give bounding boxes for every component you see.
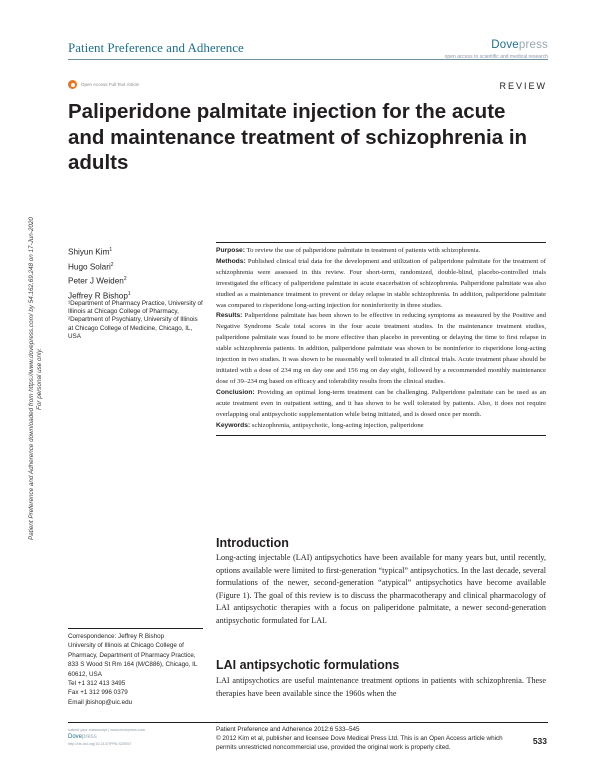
author: Jeffrey R Bishop$^1$ <box>68 291 131 301</box>
download-watermark-line2: For personal use only. <box>36 348 43 410</box>
doi-link[interactable]: http://dx.doi.org/10.2147/PPA.S20057 <box>68 742 132 746</box>
download-watermark <box>28 140 44 540</box>
footer-license: © 2012 Kim et al, publisher and licensee Dove Medical Press Ltd. This is an Open Access article which permits unrestricted noncommercial use, provided the original work is properly cited. <box>216 734 503 751</box>
author: Peter J Weiden$^2$ <box>68 276 127 287</box>
publisher-brand: Dove <box>491 39 519 51</box>
abstract-conclusion: Conclusion: Providing an optimal long-term treatment can be challenging. Paliperidone palmitate can be used as an acute treatment even in outpatient setting, and it has shown to be well tolerated by patients. Also, it does not require overlapping oral antipsychotic supplementation while being initiated, and is dosed once per month. <box>216 388 547 418</box>
correspondence-email[interactable]: Email jbishop@uic.edu <box>68 698 133 706</box>
footer-citation-block <box>216 726 516 752</box>
lai-formulations-text: LAI antipsychotics are useful maintenance treatment options in patients with schizophrenia. These therapies have been available since the 1960s when the <box>216 676 546 698</box>
footer-links <box>68 727 145 748</box>
download-watermark-line1: Patient Preference and Adherence downloaded from https://www.dovepress.com/ by 54.162.69.248 on 17-Jun-2020 <box>28 217 35 540</box>
open-access-icon <box>68 80 77 89</box>
header-divider <box>68 59 548 60</box>
correspondence-fax: Fax +1 312 996 0379 <box>68 689 128 697</box>
abstract-methods: Methods: Published clinical trial data for the development and utilization of paliperidone palmitate for the treatment of schizophrenia were assessed in this review. Four short-term, randomized, double-blind, placebo-controlled trials investigated the efficacy of paliperidone palmitate in acute exacerbation of schizophrenia. Paliperidone palmitate was also studied as a maintenance treatment to prevent or delay relapse in stable schizophrenia. In addition, paliperidone palmitate was compared to risperidone long-acting injection for noninferiority in three studies. <box>216 257 547 309</box>
article-type: REVIEW <box>499 81 547 91</box>
correspondence-address: University of Illinois at Chicago College of Pharmacy, Department of Pharmacy Practice, 833 S Wood St Rm 164 (M/C886), Chicago, IL 60612, USA <box>68 642 198 678</box>
article-title: Paliperidone palmitate injection for the acute and maintenance treatment of schizophrenia in adults <box>68 100 528 174</box>
abstract-purpose: Purpose: To review the use of paliperidone palmitate in treatment of patients with schizophrenia. <box>216 247 481 254</box>
publisher-logo[interactable] <box>445 39 548 60</box>
publisher-brand-suffix: press <box>518 39 548 51</box>
footer-divider <box>68 722 548 723</box>
journal-name: Patient Preference and Adherence <box>68 40 244 55</box>
correspondence-block <box>68 628 203 707</box>
correspondence-name: Correspondence: Jeffrey R Bishop <box>68 633 165 640</box>
submit-manuscript-link[interactable]: submit your manuscript | www.dovepress.com <box>68 728 146 732</box>
introduction-text: Long-acting injectable (LAI) antipsychotics have been available for many years but, until recently, options available were limited to first-generation “typical” antipsychotics. In the last decade, several formulations of the newer, second-generation “atypical” antipsychotics have become available (Figure 1). The goal of this review is to discuss the pharmacotherapy and clinical pharmacology of LAI antipsychotic therapies with a focus on paliperidone palmitate, a newer second-generation antipsychotic formulated for LAI. <box>216 553 546 625</box>
footer-citation: Patient Preference and Adherence 2012:6 533–545 <box>216 726 360 733</box>
affiliations: ¹Department of Pharmacy Practice, University of Illinois at Chicago College of Pharmacy, ²Department of Psychiatry, University of Illinois at Chicago College of Medicine, Chicago, IL, USA <box>68 300 203 340</box>
correspondence-tel: Tel +1 312 413 3495 <box>68 680 126 688</box>
section-heading-lai-formulations: LAI antipsychotic formulations <box>216 658 400 672</box>
section-heading-introduction: Introduction <box>216 536 289 550</box>
footer-publisher-logo[interactable]: Dovepress <box>68 734 97 740</box>
publisher-tagline: open access to scientific and medical research <box>444 54 548 60</box>
abstract <box>216 242 546 436</box>
open-access-label: Open Access Full Text Article <box>81 82 139 87</box>
open-access-badge <box>68 80 139 89</box>
author: Hugo Solari$^2$ <box>68 261 114 272</box>
abstract-keywords: Keywords: schizophrenia, antipsychotic, long-acting injection, paliperidone <box>216 421 424 429</box>
author-list <box>68 244 131 303</box>
author: Shiyun Kim$^1$ <box>68 247 113 257</box>
page-number: 533 <box>532 736 547 746</box>
abstract-results: Results: Paliperidone palmitate has been shown to be effective in reducing symptoms as measured by the Positive and Negative Syndrome Scale total scores in the four acute treatment studies. In the maintenance treatment studies, paliperidone palmitate was found to be more effective than placebo in preventing or delaying the time to first relapse in stable schizophrenia patients. In addition, paliperidone palmitate was shown to be noninferior to risperidone long-acting injection in two studies. It was shown to be reasonably well tolerated in all clinical trials. Acute treatment phase should be initiated with a dose of 234 mg on day one and 156 mg on day eight, followed by a recommended monthly maintenance dose of 39–234 mg based on efficacy and tolerability results from the clinical studies. <box>216 312 547 385</box>
